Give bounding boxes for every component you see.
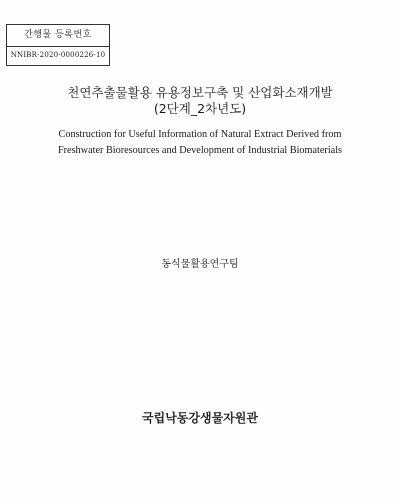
english-title-line-1: Construction for Useful Information of Natural Extract Derived from [58, 128, 342, 140]
english-title-line-2: Freshwater Bioresources and Development of Industrial Biomaterials [57, 144, 343, 156]
korean-subtitle: (2단계_2차년도) [153, 101, 247, 116]
registration-number: NNIBR-2020-0000226-10 [10, 51, 106, 59]
english-title [27, 126, 373, 158]
registration-label: 간행물 등록번호 [7, 25, 109, 47]
registration-box [6, 24, 110, 66]
institute-name: 국립낙동강생물자원관 [142, 411, 258, 425]
research-team: 동식물활용연구팀 [161, 259, 239, 270]
korean-title: 천연추출물활용 유용정보구축 및 산업화소재개발 [67, 85, 333, 100]
